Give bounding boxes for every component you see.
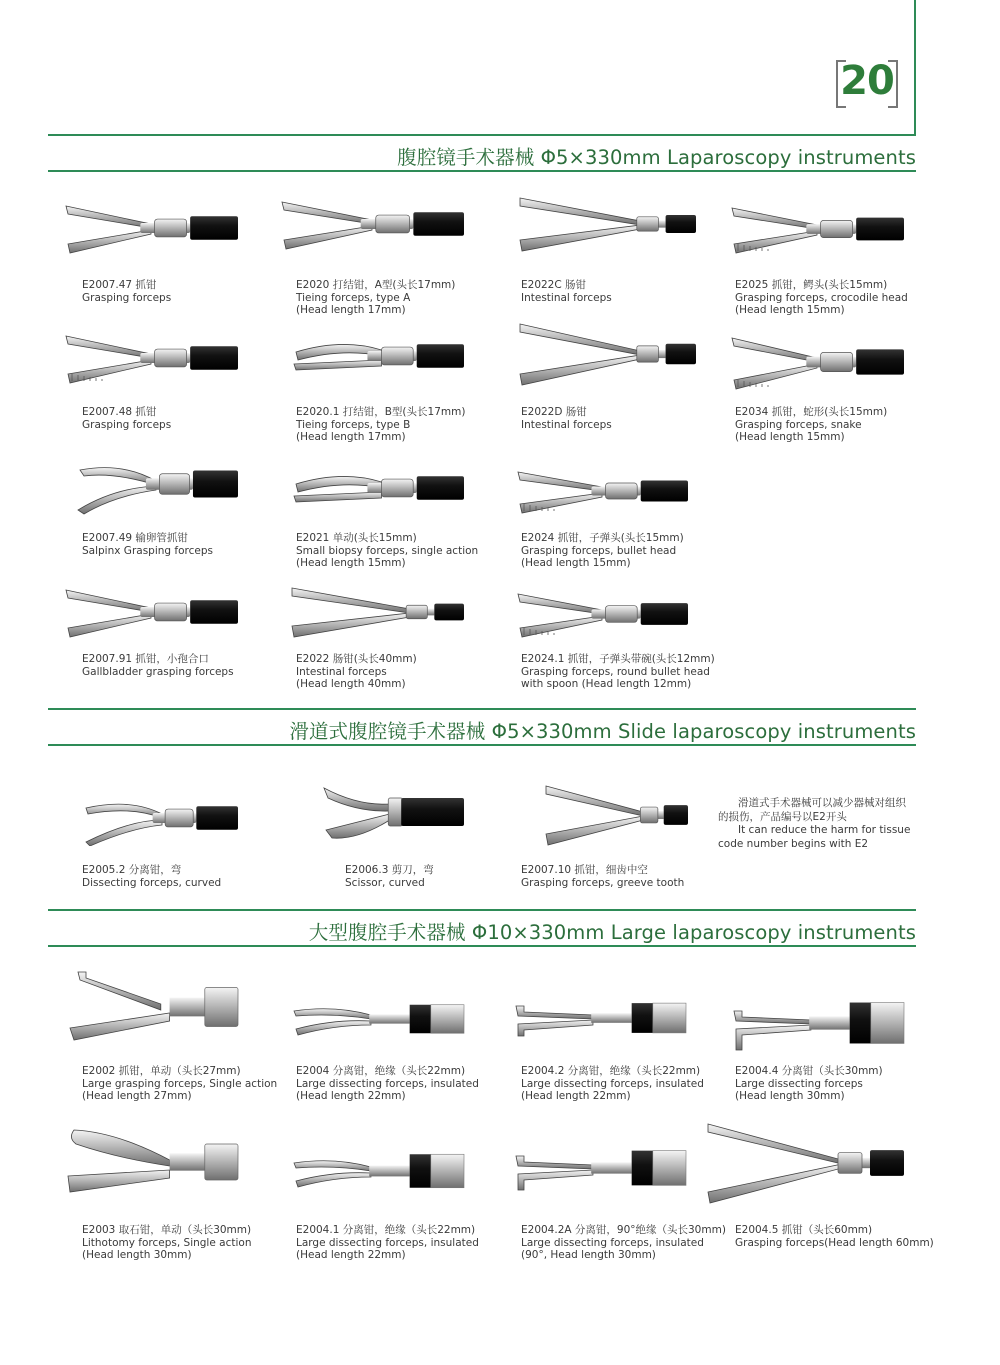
instrument-photo bbox=[322, 784, 466, 840]
instrument-caption bbox=[521, 653, 715, 691]
instrument-photo bbox=[64, 968, 240, 1046]
instrument-photo bbox=[72, 452, 240, 516]
instrument-photo bbox=[544, 782, 690, 848]
instrument-caption bbox=[82, 532, 213, 557]
instrument-description-line: (Head length 30mm) bbox=[735, 1090, 845, 1102]
section-rule bbox=[48, 708, 916, 710]
instrument-photo bbox=[512, 1140, 688, 1196]
section-rule bbox=[48, 945, 916, 947]
instrument-photo bbox=[64, 1126, 240, 1198]
instrument-description-line: with spoon (Head length 12mm) bbox=[521, 678, 692, 690]
instrument-code-line: E2007.91 抓钳，小孢合口 bbox=[82, 653, 209, 665]
instrument-photo bbox=[728, 332, 906, 392]
instrument-photo bbox=[706, 1120, 906, 1206]
section-rule bbox=[48, 134, 916, 136]
instrument-photo bbox=[290, 328, 466, 384]
instrument-description-line: (Head length 40mm) bbox=[296, 678, 406, 690]
instrument-caption bbox=[296, 279, 455, 317]
instrument-description-line: (Head length 17mm) bbox=[296, 431, 406, 443]
instrument-description-line: (Head length 17mm) bbox=[296, 304, 406, 316]
instrument-description-line: Large dissecting forceps, insulated bbox=[296, 1236, 479, 1249]
instrument-caption bbox=[735, 1065, 883, 1103]
instrument-description-line: (Head length 27mm) bbox=[82, 1090, 192, 1102]
instrument-code-line: E2025 抓钳，鳄头(头长15mm) bbox=[735, 279, 888, 291]
instrument-caption bbox=[521, 406, 612, 431]
instrument-photo bbox=[290, 460, 466, 516]
section-title-laparoscopy: 腹腔镜手术器械 Φ5×330mm Laparoscopy instruments bbox=[397, 146, 916, 169]
instrument-photo bbox=[512, 994, 688, 1042]
instrument-caption bbox=[82, 864, 221, 889]
instrument-description-line: (Head length 22mm) bbox=[296, 1090, 406, 1102]
instrument-caption bbox=[521, 1224, 726, 1262]
instrument-code-line: E2007.10 抓钳，细齿中空 bbox=[521, 864, 648, 876]
instrument-caption bbox=[296, 1065, 479, 1103]
instrument-description-line: Large dissecting forceps, insulated bbox=[521, 1077, 704, 1090]
instrument-caption bbox=[296, 406, 465, 444]
instrument-description-line: Grasping forceps bbox=[82, 418, 172, 431]
section-rule bbox=[48, 170, 916, 172]
instrument-photo bbox=[518, 320, 698, 388]
slide-note-line: It can reduce the harm for tissue bbox=[738, 824, 911, 836]
instrument-description-line: Grasping forceps, crocodile head bbox=[735, 291, 908, 304]
instrument-code-line: E2024 抓钳，子弹头(头长15mm) bbox=[521, 532, 684, 544]
instrument-description-line: (Head length 30mm) bbox=[82, 1249, 192, 1261]
instrument-photo bbox=[62, 584, 240, 640]
instrument-description-line: Scissor, curved bbox=[345, 876, 425, 889]
instrument-caption bbox=[296, 532, 478, 570]
instrument-description-line: (Head length 22mm) bbox=[521, 1090, 631, 1102]
instrument-description-line: (Head length 15mm) bbox=[735, 304, 845, 316]
instrument-photo bbox=[84, 790, 240, 846]
instrument-code-line: E2020 打结钳，A型(头长17mm) bbox=[296, 279, 456, 291]
instrument-caption bbox=[345, 864, 434, 889]
instrument-photo bbox=[728, 202, 906, 256]
instrument-caption bbox=[296, 1224, 479, 1262]
instrument-description-line: (Head length 15mm) bbox=[735, 431, 845, 443]
instrument-code-line: E2003 取石钳，单动（头长30mm) bbox=[82, 1224, 252, 1236]
instrument-code-line: E2007.47 抓钳 bbox=[82, 279, 157, 291]
instrument-caption bbox=[82, 653, 234, 678]
instrument-description-line: Salpinx Grasping forceps bbox=[82, 544, 213, 557]
header-accent-line bbox=[914, 0, 916, 135]
instrument-caption bbox=[521, 864, 684, 889]
instrument-description-line: Grasping forceps bbox=[82, 291, 172, 304]
slide-note-line: code number begins with E2 bbox=[718, 837, 869, 850]
section-rule bbox=[48, 909, 916, 911]
instrument-code-line: E2002 抓钳，单动（头长27mm) bbox=[82, 1065, 241, 1077]
instrument-description-line: Grasping forceps(Head length 60mm) bbox=[735, 1236, 934, 1249]
instrument-description-line: Intestinal forceps bbox=[521, 291, 612, 304]
instrument-description-line: Intestinal forceps bbox=[521, 418, 612, 431]
instrument-caption bbox=[735, 1224, 934, 1249]
instrument-description-line: Grasping forceps, round bullet head bbox=[521, 665, 710, 678]
instrument-photo bbox=[62, 330, 240, 386]
instrument-photo bbox=[514, 466, 690, 516]
instrument-photo bbox=[514, 588, 690, 640]
instrument-description-line: Lithotomy forceps, Single action bbox=[82, 1236, 252, 1249]
instrument-photo bbox=[62, 200, 240, 256]
instrument-code-line: E2005.2 分离钳，弯 bbox=[82, 864, 182, 876]
instrument-description-line: Large dissecting forceps, insulated bbox=[296, 1077, 479, 1090]
instrument-code-line: E2004 分离钳，绝缘（头长22mm) bbox=[296, 1065, 466, 1077]
instrument-code-line: E2020.1 打结钳，B型(头长17mm) bbox=[296, 406, 466, 418]
instrument-caption bbox=[521, 279, 612, 304]
slide-note-line: 滑道式手术器械可以减少器械对组织 bbox=[738, 797, 906, 809]
instrument-caption bbox=[296, 653, 417, 691]
page-number-bracket-right bbox=[888, 60, 898, 108]
instrument-caption bbox=[82, 406, 171, 431]
instrument-description-line: Grasping forceps, greeve tooth bbox=[521, 876, 685, 889]
instrument-photo bbox=[290, 1144, 466, 1198]
instrument-code-line: E2022 肠钳(头长40mm) bbox=[296, 653, 417, 665]
instrument-code-line: E2004.1 分离钳，绝缘（头长22mm) bbox=[296, 1224, 476, 1236]
instrument-description-line: Intestinal forceps bbox=[296, 665, 387, 678]
instrument-code-line: E2024.1 抓钳，子弹头带碗(头长12mm) bbox=[521, 653, 715, 665]
instrument-code-line: E2004.2A 分离钳，90°绝缘（头长30mm) bbox=[521, 1224, 726, 1236]
instrument-code-line: E2004.4 分离钳（头长30mm) bbox=[735, 1065, 883, 1077]
instrument-description-line: Large dissecting forceps bbox=[735, 1077, 863, 1090]
instrument-caption bbox=[82, 1065, 277, 1103]
slide-note-line: 的损伤，产品编号以E2开头 bbox=[718, 810, 847, 823]
instrument-caption bbox=[735, 279, 908, 317]
instrument-caption bbox=[82, 1224, 251, 1262]
instrument-photo bbox=[730, 990, 906, 1056]
instrument-description-line: (Head length 22mm) bbox=[296, 1249, 406, 1261]
instrument-caption bbox=[521, 532, 684, 570]
page-number bbox=[836, 60, 898, 106]
instrument-code-line: E2021 单动(头长15mm) bbox=[296, 532, 417, 544]
instrument-code-line: E2034 抓钳，蛇形(头长15mm) bbox=[735, 406, 888, 418]
instrument-description-line: Dissecting forceps, curved bbox=[82, 876, 222, 889]
instrument-description-line: Large grasping forceps, Single action bbox=[82, 1077, 278, 1090]
instrument-description-line: Large dissecting forceps, insulated bbox=[521, 1236, 704, 1249]
instrument-caption bbox=[735, 406, 887, 444]
section-rule bbox=[48, 744, 916, 746]
instrument-caption bbox=[521, 1065, 704, 1103]
instrument-description-line: (90°, Head length 30mm) bbox=[521, 1249, 656, 1261]
instrument-description-line: Gallbladder grasping forceps bbox=[82, 665, 234, 678]
section-title-slide: 滑道式腹腔镜手术器械 Φ5×330mm Slide laparoscopy instruments bbox=[289, 720, 916, 743]
instrument-description-line: Small biopsy forceps, single action bbox=[296, 544, 479, 557]
instrument-photo bbox=[290, 996, 466, 1042]
instrument-caption bbox=[82, 279, 171, 304]
instrument-description-line: (Head length 15mm) bbox=[521, 557, 631, 569]
slide-note bbox=[718, 797, 910, 851]
instrument-photo bbox=[278, 196, 466, 252]
instrument-code-line: E2004.2 分离钳，绝缘（头长22mm) bbox=[521, 1065, 701, 1077]
section-title-large: 大型腹腔手术器械 Φ10×330mm Large laparoscopy instruments bbox=[308, 921, 916, 944]
instrument-code-line: E2004.5 抓钳（头长60mm) bbox=[735, 1224, 873, 1236]
instrument-photo bbox=[518, 194, 698, 254]
instrument-photo bbox=[290, 584, 466, 640]
instrument-description-line: Grasping forceps, bullet head bbox=[521, 544, 677, 557]
instrument-code-line: E2022C 肠钳 bbox=[521, 279, 587, 291]
instrument-description-line: (Head length 15mm) bbox=[296, 557, 406, 569]
instrument-code-line: E2007.49 输卵管抓钳 bbox=[82, 532, 188, 544]
instrument-description-line: Tieing forceps, type A bbox=[296, 291, 411, 304]
page-number-text: 20 bbox=[840, 58, 894, 104]
instrument-description-line: Grasping forceps, snake bbox=[735, 418, 862, 431]
instrument-description-line: Tieing forceps, type B bbox=[296, 418, 411, 431]
instrument-code-line: E2007.48 抓钳 bbox=[82, 406, 157, 418]
instrument-code-line: E2006.3 剪刀，弯 bbox=[345, 864, 434, 876]
instrument-code-line: E2022D 肠钳 bbox=[521, 406, 587, 418]
